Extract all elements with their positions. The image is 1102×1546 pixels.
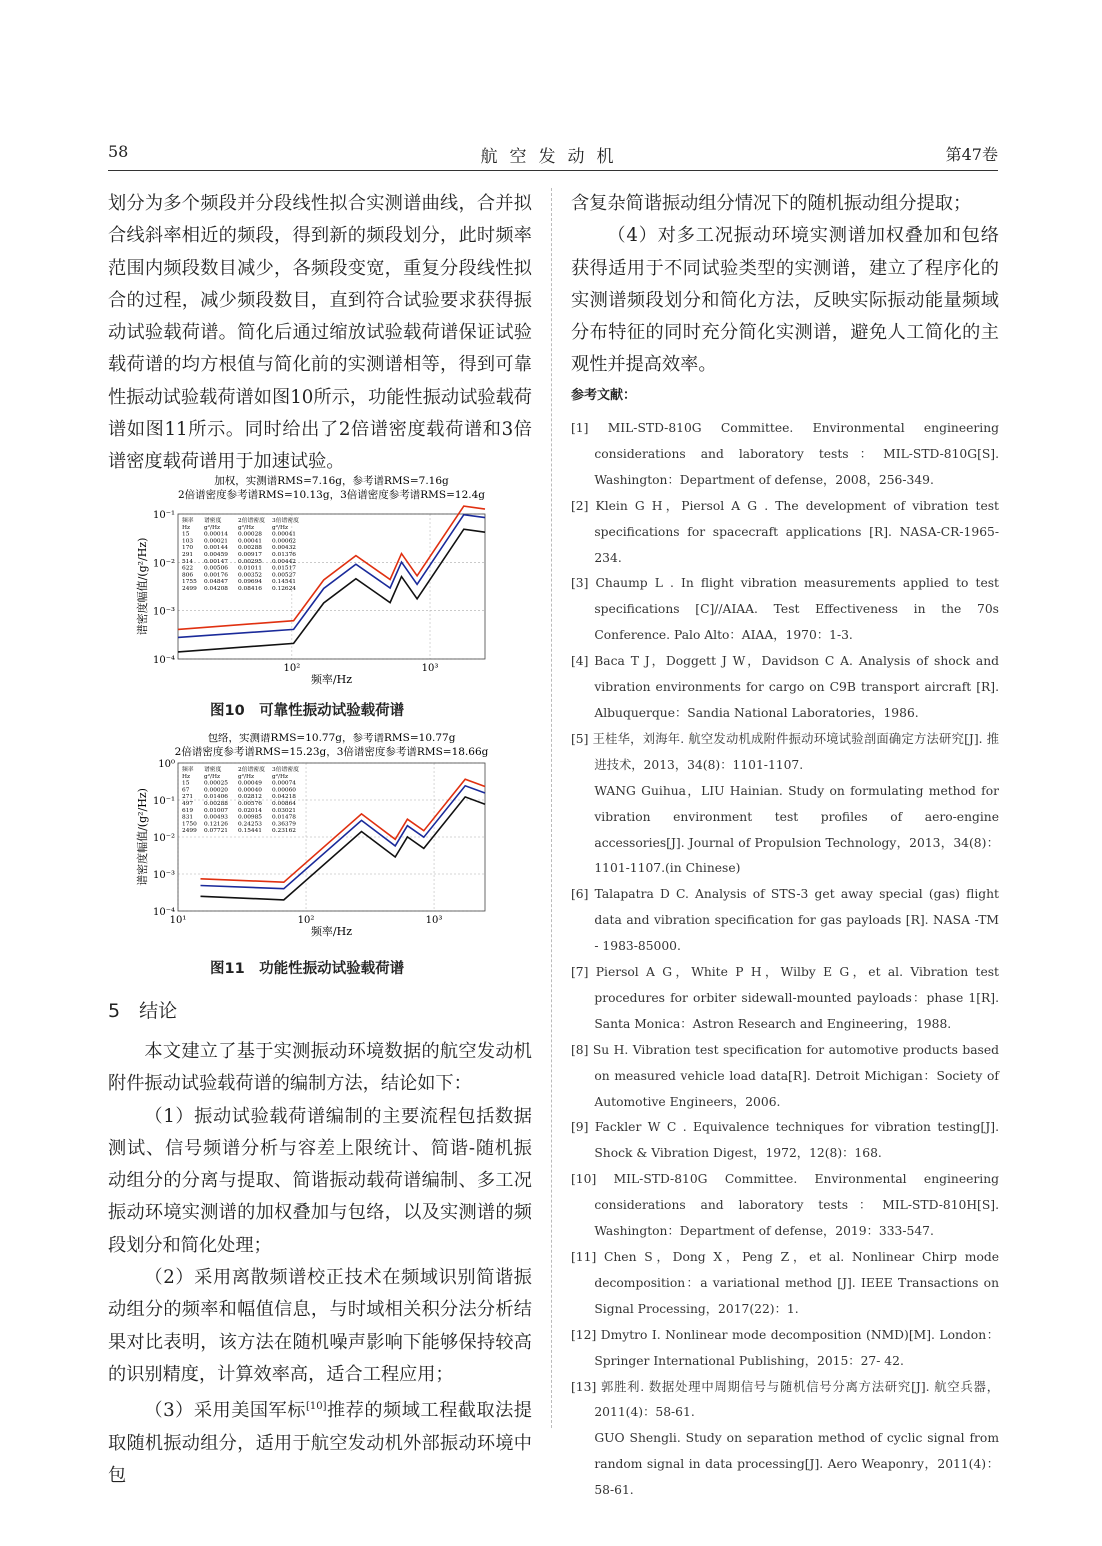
table-header: 3倍谱密度 <box>272 518 299 524</box>
table-cell: 0.00352 <box>238 572 262 579</box>
y-axis-label: 谱密度幅值/(g²/Hz) <box>136 537 149 636</box>
citation-superscript: [10] <box>305 1401 327 1413</box>
table-cell: 806 <box>182 572 194 579</box>
body-paragraph: （1）振动试验载荷谱编制的主要流程包括数据测试、信号频谱分析与容差上限统计、简谐-随机振动组分的分离与提取、简谐振动载荷谱编制、多工况振动环境实测谱的加权叠加与包络，以及实测谱的频段划分和简化处理； <box>108 1105 532 1256</box>
figure-10 <box>130 474 530 700</box>
table-cell: 0.01007 <box>204 807 228 814</box>
table-header: 谱密度 <box>204 767 222 773</box>
table-cell: 0.00288 <box>238 545 262 552</box>
table-cell: 0.00021 <box>204 538 228 545</box>
table-cell: 619 <box>182 807 194 814</box>
table-cell: 0.03021 <box>272 807 296 814</box>
table-cell: 0.12126 <box>204 821 228 828</box>
text-span: （3）采用美国军标 <box>144 1400 306 1422</box>
body-paragraph: （2）采用离散频谱校正技术在频域识别简谐振动组分的频率和幅值信息，与时域相关积分法分析结果对比表明，该方法在随机噪声影响下能够保持较高的识别精度，计算效率高，适合工程应用； <box>108 1267 532 1385</box>
x-tick-label: 10³ <box>425 915 443 926</box>
table-cell: 622 <box>182 565 194 572</box>
x-axis-label: 频率/Hz <box>310 925 353 938</box>
table-cell: 1750 <box>182 821 197 828</box>
table-cell: 0.00049 <box>238 780 262 787</box>
table-cell: 0.00295 <box>238 558 262 565</box>
chart-title: 加权，实测谱RMS=7.16g，参考谱RMS=7.16g <box>214 475 449 487</box>
chart-subtitle: 2倍谱密度参考谱RMS=10.13g，3倍谱密度参考谱RMS=12.4g <box>177 489 486 501</box>
table-cell: 0.15441 <box>238 828 262 835</box>
table-header: 3倍谱密度 <box>272 767 299 773</box>
y-tick-label: 10⁻¹ <box>152 510 175 521</box>
table-header: 2倍谱密度 <box>238 767 265 773</box>
table-cell: 0.36379 <box>272 821 296 828</box>
reference-item: [8] Su H. Vibration test specification for automotive products based on measured vehicle load data[R]. Detroit Michigan：Society of Automotive Engineers，2006. <box>571 1042 999 1109</box>
table-cell: 0.00527 <box>272 572 296 579</box>
table-cell: 0.01406 <box>204 794 228 801</box>
table-cell: 0.00020 <box>204 787 228 794</box>
x-tick-label: 10³ <box>421 663 439 674</box>
table-cell: 0.00041 <box>272 531 296 538</box>
reference-item: [1] MIL-STD-810G Committee. Environmental engineering considerations and laboratory tests：MIL-STD-810G[S]. Washington：Department of defense，2008，256-349. <box>571 421 999 487</box>
reference-item: [3] Chaump L . In flight vibration measurements applied to test specifications [C]//AIAA. Test Effectiveness in the 70s Conference. Palo Alto：AIAA，1970：1-3. <box>571 576 999 643</box>
x-tick-label: 10² <box>283 663 301 674</box>
table-cell: 2499 <box>182 586 197 592</box>
table-cell: 2499 <box>182 828 197 835</box>
body-paragraph <box>108 1391 532 1492</box>
x-axis-label: 频率/Hz <box>310 673 353 686</box>
body-paragraph: 本文建立了基于实测振动环境数据的航空发动机附件振动试验载荷谱的编制方法，结论如下： <box>108 1041 532 1095</box>
table-cell: 0.04208 <box>204 586 228 592</box>
table-cell: 0.09694 <box>238 579 262 586</box>
table-cell: 0.08416 <box>238 586 262 592</box>
table-cell: 0.04218 <box>272 794 296 801</box>
table-cell: 67 <box>182 787 190 794</box>
chart-subtitle: 2倍谱密度参考谱RMS=15.23g，3倍谱密度参考谱RMS=18.66g <box>174 746 489 758</box>
body-paragraph: 含复杂简谐振动组分情况下的随机振动组分提取； <box>571 193 972 214</box>
table-unit: g²/Hz <box>238 524 255 531</box>
table-header: 频率 <box>182 767 194 773</box>
page-number: 58 <box>108 142 129 161</box>
chart-fig11 <box>130 733 530 953</box>
table-cell: 0.01011 <box>238 565 262 572</box>
table-cell: 0.24253 <box>238 821 262 828</box>
y-tick-label: 10⁻⁴ <box>152 907 175 918</box>
conclusion-body <box>108 1036 532 1492</box>
table-header: 2倍谱密度 <box>238 518 265 524</box>
x-tick-label: 10² <box>297 915 315 926</box>
reference-item: [13] 郭胜利. 数据处理中周期信号与随机信号分离方法研究[J]. 航空兵器，2011(4)：58-61. <box>571 1379 999 1420</box>
table-unit: g²/Hz <box>238 773 255 780</box>
reference-item: [5] 王桂华，刘海年. 航空发动机成附件振动环境试验剖面确定方法研究[J]. 推进技术，2013，34(8)：1101-1107. <box>571 731 999 772</box>
section-title: 5 结论 <box>108 1000 178 1022</box>
reference-item: [10] MIL-STD-810G Committee. Environmental engineering considerations and laboratory tests：MIL-STD-810H[S]. Washington：Department of defense，2019：333-547. <box>571 1172 999 1239</box>
table-cell: 0.00985 <box>238 814 262 821</box>
table-cell: 0.00062 <box>272 538 296 545</box>
table-header: 频率 <box>182 518 194 524</box>
y-axis-label: 谱密度幅值/(g²/Hz) <box>136 788 149 886</box>
figure-11 <box>130 733 530 953</box>
table-cell: 0.00060 <box>272 787 296 794</box>
table-unit: g²/Hz <box>204 524 221 531</box>
table-unit: g²/Hz <box>272 773 289 780</box>
y-tick-label: 10⁻¹ <box>152 796 175 807</box>
body-paragraph: 划分为多个频段并分段线性拟合实测谱曲线，合并拟合线斜率相近的频段，得到新的频段划分，此时频率范围内频段数目减少，各频段变宽，重复分段线性拟合的过程，减少频段数目，直到符合试验要求获得振动试验载荷谱。简化后通过缩放试验载荷谱保证试验载荷谱的均方根值与简化前的实测谱相等，得到可靠性振动试验载荷谱如图10所示，功能性振动试验载荷谱如图11所示。同时给出了2倍谱密度载荷谱和3倍谱密度载荷谱用于加速试验。 <box>108 193 532 473</box>
table-cell: 0.12624 <box>272 586 296 592</box>
table-cell: 0.00040 <box>238 787 262 794</box>
table-cell: 0.00028 <box>238 531 262 538</box>
reference-list <box>571 416 999 1504</box>
table-cell: 0.00176 <box>204 572 228 579</box>
table-cell: 291 <box>182 552 194 558</box>
table-cell: 0.01517 <box>272 565 296 572</box>
reference-translation: GUO Shengli. Study on separation method of cyclic signal from random signal in data processing[J]. Aero Weaponry，2011(4)：58-61. <box>594 1431 999 1498</box>
y-tick-label: 10⁰ <box>158 759 175 770</box>
figure-11-caption: 图11 功能性振动试验载荷谱 <box>210 961 405 977</box>
table-cell: 0.00147 <box>204 558 228 565</box>
table-unit: g²/Hz <box>272 524 289 531</box>
page-header <box>108 140 998 171</box>
figure-10-caption: 图10 可靠性振动试验载荷谱 <box>210 703 405 719</box>
y-tick-label: 10⁻⁴ <box>152 655 175 666</box>
table-cell: 0.00288 <box>204 801 228 807</box>
journal-title: 航空发动机 <box>480 147 626 167</box>
table-cell: 170 <box>182 545 194 552</box>
table-cell: 0.00074 <box>272 780 296 787</box>
y-tick-label: 10⁻³ <box>152 606 175 618</box>
table-cell: 0.02812 <box>238 794 262 801</box>
table-cell: 0.00014 <box>204 531 228 538</box>
table-cell: 0.00576 <box>238 801 262 807</box>
y-tick-label: 10⁻² <box>152 833 175 844</box>
reference-item: [4] Baca T J，Doggett J W，Davidson C A. Analysis of shock and vibration environments for cargo on C9B transport aircraft [R]. Albuquerque：Sandia National Laboratories，1986. <box>571 654 999 720</box>
reference-item: [7] Piersol A G，White P H，Wilby E G，et al. Vibration test procedures for orbiter sidewall-mounted payloads：phase 1[R]. Santa Monica：Astron Research and Engineering，1988. <box>571 965 999 1031</box>
table-unit: g²/Hz <box>204 773 221 780</box>
text-span: 推荐的频域工程截取法提取随机振动组分，适用于航空发动机外部振动环境中包 <box>108 1400 532 1486</box>
table-cell: 0.01376 <box>272 552 296 558</box>
reference-item: [6] Talapatra D C. Analysis of STS-3 get away special (gas) flight data and vibration specification for gas payloads [R]. NASA -TM - 1983-85000. <box>571 887 999 954</box>
table-header: 谱密度 <box>204 518 222 524</box>
chart-title: 包络，实测谱RMS=10.77g，参考谱RMS=10.77g <box>207 733 456 744</box>
table-cell: 831 <box>182 814 194 821</box>
y-tick-label: 10⁻³ <box>152 870 175 881</box>
table-cell: 103 <box>182 538 194 545</box>
table-cell: 0.00442 <box>272 558 296 565</box>
table-cell: 0.04847 <box>204 579 228 586</box>
table-unit: Hz <box>182 524 191 531</box>
chart-fig10 <box>130 474 530 700</box>
table-cell: 0.02014 <box>238 807 262 814</box>
table-cell: 0.23162 <box>272 828 296 835</box>
y-tick-label: 10⁻² <box>152 558 175 570</box>
volume-label: 第47卷 <box>945 145 998 164</box>
table-cell: 0.00041 <box>238 538 262 545</box>
table-cell: 1755 <box>182 579 197 586</box>
x-tick-label: 10¹ <box>169 915 187 926</box>
table-cell: 497 <box>182 801 194 807</box>
table-cell: 0.00506 <box>204 565 228 572</box>
reference-item: [9] Fackler W C . Equivalence techniques for vibration testing[J]. Shock & Vibration Digest，1972，12(8)：168. <box>571 1120 999 1161</box>
reference-item: [12] Dmytro I. Nonlinear mode decomposition (NMD)[M]. London：Springer International Publishing，2015：27- 42. <box>571 1327 999 1368</box>
table-cell: 0.00493 <box>204 814 228 821</box>
references-title: 参考文献： <box>571 388 637 403</box>
table-cell: 0.07721 <box>204 828 228 835</box>
table-cell: 0.00459 <box>204 552 228 558</box>
table-cell: 0.00432 <box>272 545 296 552</box>
reference-translation: WANG Guihua，LIU Hainian. Study on formulating method for vibration environment test profiles of aero-engine accessories[J]. Journal of Propulsion Technology，2013，34(8)：1101-1107.(in Chinese) <box>594 783 999 876</box>
reference-item: [11] Chen S，Dong X，Peng Z，et al. Nonlinear Chirp mode decomposition：a variational method [J]. IEEE Transactions on Signal Processing，2017(22)：1. <box>571 1250 999 1316</box>
right-column-text <box>571 188 999 382</box>
table-unit: Hz <box>182 773 191 780</box>
table-cell: 514 <box>182 558 194 565</box>
table-cell: 271 <box>182 794 194 801</box>
table-cell: 0.14541 <box>272 579 296 586</box>
left-column-intro <box>108 188 532 479</box>
table-cell: 15 <box>182 780 190 787</box>
table-cell: 0.00917 <box>238 552 262 558</box>
table-cell: 0.00144 <box>204 545 228 552</box>
table-cell: 0.01478 <box>272 814 296 821</box>
table-cell: 15 <box>182 531 190 538</box>
table-cell: 0.00025 <box>204 780 228 787</box>
reference-item: [2] Klein G H，Piersol A G . The development of vibration test specifications for spacecraft applications [R]. NASA-CR-1965-234. <box>571 498 999 565</box>
table-cell: 0.00864 <box>272 801 296 807</box>
body-paragraph: （4）对多工况振动环境实测谱加权叠加和包络获得适用于不同试验类型的实测谱，建立了程序化的实测谱频段划分和简化方法，反映实际振动能量频域分布特征的同时充分简化实测谱，避免人工简化的主观性并提高效率。 <box>571 225 999 376</box>
column-divider <box>551 188 552 1428</box>
